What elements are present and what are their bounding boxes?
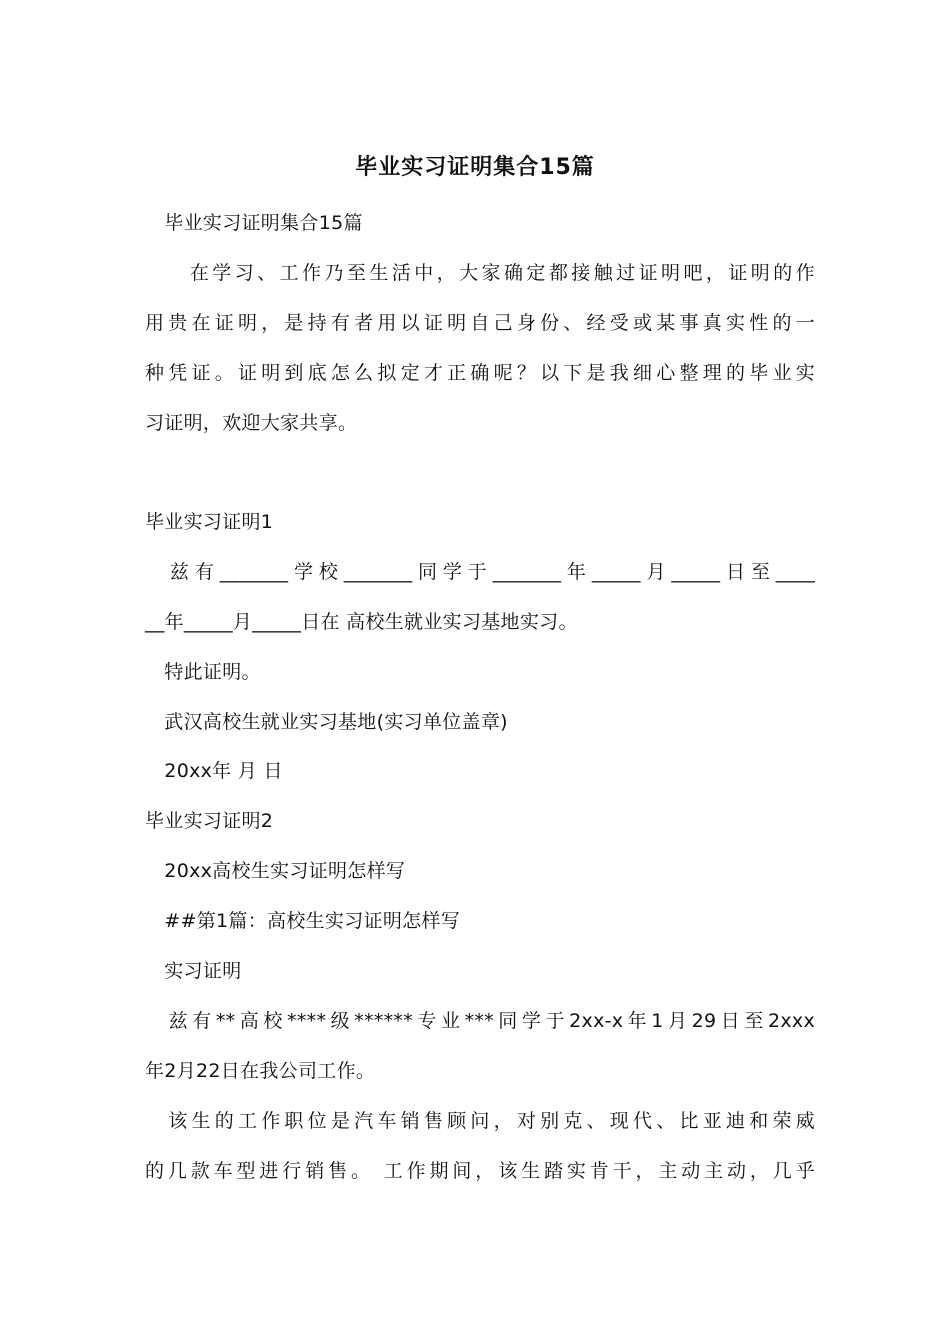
intro-line-4: 习证明，欢迎大家共享。 bbox=[145, 412, 358, 434]
cert1-line-3: 特此证明。 bbox=[145, 661, 261, 683]
cert1-line-2: __年_____月_____日在 高校生就业实习基地实习。 bbox=[145, 611, 578, 633]
section-heading-1: 毕业实习证明1 bbox=[145, 511, 274, 533]
intro-line-2: 用贵在证明，是持有者用以证明自己身份、经受或某事真实性的一 bbox=[145, 312, 815, 334]
cert1-line-5: 20xx年 月 日 bbox=[145, 760, 283, 782]
cert2-line-2: ##第1篇：高校生实习证明怎样写 bbox=[145, 910, 461, 932]
cert2-line-7: 的几款车型进行销售。 工作期间，该生踏实肯干，主动主动，几乎 bbox=[145, 1160, 815, 1182]
cert2-line-5: 年2月22日在我公司工作。 bbox=[145, 1060, 376, 1082]
cert2-line-3: 实习证明 bbox=[145, 960, 242, 982]
intro-line-3: 种凭证。证明到底怎么拟定才正确呢？以下是我细心整理的毕业实 bbox=[145, 362, 815, 384]
subtitle-line: 毕业实习证明集合15篇 bbox=[145, 212, 363, 234]
cert2-line-4: 兹有**高校****级******专业***同学于2xx-x年1月29日至2xxx bbox=[145, 1010, 815, 1032]
cert1-line-4: 武汉高校生就业实习基地(实习单位盖章) bbox=[145, 711, 508, 733]
document-title: 毕业实习证明集合15篇 bbox=[355, 155, 595, 180]
cert2-line-1: 20xx高校生实习证明怎样写 bbox=[145, 860, 406, 882]
cert2-line-6: 该生的工作职位是汽车销售顾问，对别克、现代、比亚迪和荣威 bbox=[145, 1110, 815, 1132]
cert1-line-1: 兹有_______学校_______同学于_______年_____月_____日至____ bbox=[145, 561, 815, 583]
section-heading-2: 毕业实习证明2 bbox=[145, 810, 274, 832]
intro-line-1: 在学习、工作乃至生活中，大家确定都接触过证明吧，证明的作 bbox=[145, 262, 815, 284]
